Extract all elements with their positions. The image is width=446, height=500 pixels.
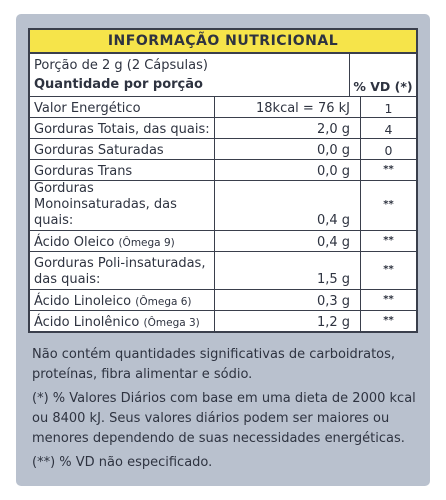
portion-header [30,54,416,97]
nutrient-table [30,97,416,331]
nutrient-amount: 0,0 g [215,160,361,181]
nutrient-amount: 0,0 g [215,139,361,160]
nutrient-vd: 1 [361,97,417,118]
nutrient-note: (Ômega 6) [135,296,192,308]
nutrient-name: Gorduras Trans [34,164,133,179]
nutrient-vd: ** [361,231,417,252]
nutrient-amount: 0,4 g [215,181,361,231]
vd-header: % VD (*) [349,54,416,96]
nutrient-row [30,181,416,231]
nutrient-name: Gorduras Poli-insaturadas, das quais: [34,256,206,287]
nutrient-note: (Ômega 9) [118,237,175,249]
nutrient-row [30,252,416,290]
label-panel [16,14,430,486]
quantity-per-portion-header: Quantidade por porção [34,77,203,92]
nutrient-vd: 0 [361,139,417,160]
footnotes [28,345,427,473]
nutrient-amount: 0,4 g [215,231,361,252]
nutrition-facts-table [28,28,418,333]
nutrient-row [30,97,416,118]
nutrient-vd: ** [361,311,417,332]
nutrient-row [30,118,416,139]
nutrient-amount: 18kcal = 76 kJ [215,97,361,118]
nutrient-row [30,231,416,252]
nutrient-vd: 4 [361,118,417,139]
nutrient-vd: ** [361,290,417,311]
nutrient-name: Gorduras Totais, das quais: [34,122,210,137]
nutrient-amount: 1,2 g [215,311,361,332]
nutrient-amount: 2,0 g [215,118,361,139]
nutrient-name: Ácido Linoleico [34,294,136,309]
nutrient-vd: ** [361,181,417,231]
footnote-daily-values: (*) % Valores Diários com base em uma dieta de 2000 kcal ou 8400 kJ. Seus valores diários podem ser maiores ou menores dependendo de suas necessidades energéticas. [32,391,416,446]
nutrient-name: Gorduras Monoinsaturadas, das quais: [34,181,177,228]
nutrient-row [30,290,416,311]
nutrient-name: Ácido Oleico [34,235,119,250]
nutrient-name: Ácido Linolênico [34,315,144,330]
nutrient-name: Valor Energético [34,101,141,116]
nutrient-note: (Ômega 3) [143,317,200,329]
nutrient-row [30,311,416,332]
nutrient-amount: 0,3 g [215,290,361,311]
portion-size: Porção de 2 g (2 Cápsulas) [34,58,208,73]
nutrient-amount: 1,5 g [215,252,361,290]
nutrient-row [30,139,416,160]
nutrient-vd: ** [361,252,417,290]
footnote-vd-unspecified: (**) % VD não especificado. [32,455,213,470]
nutrient-vd: ** [361,160,417,181]
nutrient-name: Gorduras Saturadas [34,143,164,158]
label-title: INFORMAÇÃO NUTRICIONAL [30,30,416,54]
footnote-not-significant: Não contém quantidades significativas de carboidratos, proteínas, fibra alimentar e sódio. [32,347,396,382]
nutrient-row [30,160,416,181]
